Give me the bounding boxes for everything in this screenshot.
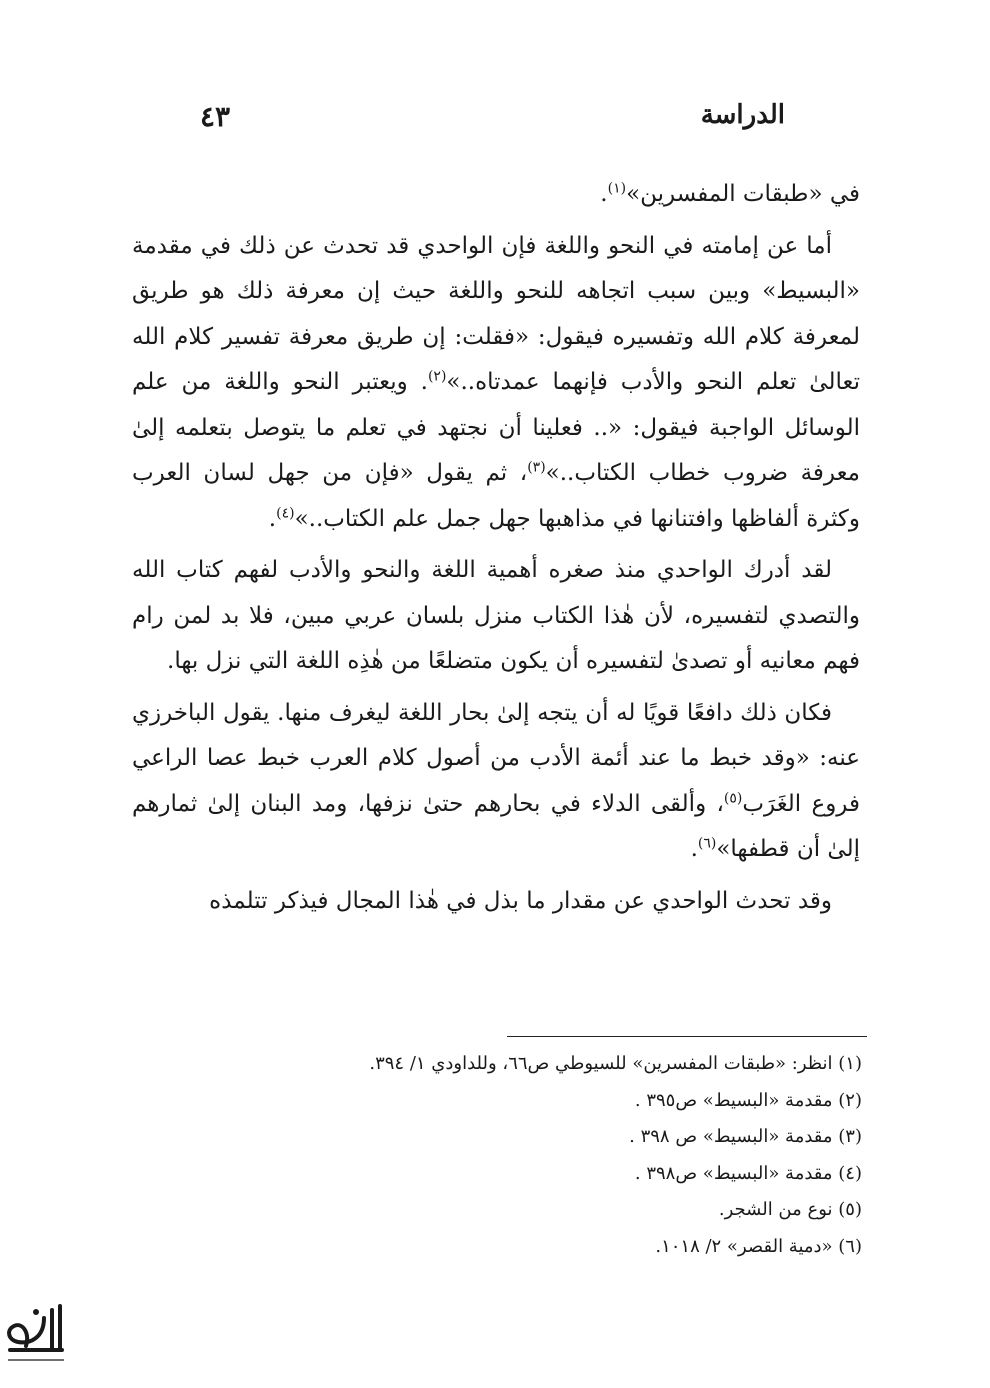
paragraph-text: . ويعتبر النحو واللغة من علم الوسائل الواجبة فيقول: «.. فعلينا أن نجتهد في تعلم ما يتوصل بتعلمه إلىٰ معرفة ضروب خطاب الكتاب..» (132, 369, 860, 486)
paragraph-text: ، ثم يقول «فإن من جهل لسان العرب وكثرة ألفاظها وافتنانها في مذاهبها جهل جمل علم الكتاب..» (132, 460, 860, 532)
footnote-ref: (٦) (697, 835, 717, 852)
footnotes (132, 1046, 862, 1265)
footnote-2: (٢) مقدمة «البسيط» ص٣٩٥ . (634, 1089, 862, 1111)
footnote-divider (507, 1036, 867, 1037)
paragraph-text: . (690, 836, 698, 862)
paragraph-text: . (268, 505, 277, 532)
footnote-3: (٣) مقدمة «البسيط» ص ٣٩٨ . (629, 1126, 862, 1147)
footnote-ref: (٤) (276, 504, 295, 521)
paragraph-text: وقد تحدث الواحدي عن مقدار ما بذل في هٰذا المجال فيذكر تتلمذه (209, 887, 832, 914)
footnote-ref: (١) (607, 180, 627, 197)
footnote-ref: (٥) (723, 789, 743, 806)
paragraph-text: أما عن إمامته في النحو واللغة فإن الواحدي قد تحدث عن ذلك في مقدمة «البسيط» وبين سبب اتجاهه للنحو واللغة حيث إن معرفة ذلك هو طريق لمعرفة كلام الله وتفسيره فيقول: «فقلت: إن طريق معرفة تفسير كلام الله تعالىٰ تعلم النحو والأدب فإنهما عمدتاه..» (132, 232, 860, 395)
paragraph-text: فكان ذلك دافعًا قويًا له أن يتجه إلىٰ بحار اللغة ليغرف منها. يقول الباخرزي عنه: «وقد خبط ما عند أئمة الأدب من أصول كلام العرب خبط عصا الراعي فروع الغَرَب (132, 699, 860, 817)
paragraph-3 (132, 548, 860, 685)
paragraph-4 (132, 691, 860, 873)
body-text (132, 172, 860, 930)
footnote-6: (٦) «دمية القصر» ٢/ ١٠١٨. (655, 1235, 862, 1257)
paragraph-2 (132, 224, 860, 543)
footnote-ref: (٢) (427, 368, 447, 385)
footnote-1: (١) انظر: «طبقات المفسرين» للسيوطي ص٦٦، وللداودي ١/ ٣٩٤. (369, 1053, 862, 1074)
calligraphy-logo-icon (0, 1298, 70, 1376)
page-number: ٤٣ (200, 100, 231, 133)
paragraph-text: . (600, 181, 608, 207)
footnote-ref: (٣) (527, 459, 546, 476)
paragraph-5 (132, 879, 860, 925)
paragraph-1 (132, 172, 860, 218)
running-header-title: الدراسة (700, 100, 785, 130)
footnote-4: (٤) مقدمة «البسيط» ص٣٩٨ . (634, 1162, 862, 1184)
paragraph-text: ، وألقى الدلاء في بحارهم حتىٰ نزفها، ومد البنان إلىٰ ثمارهم إلىٰ أن قطفها» (132, 790, 860, 862)
paragraph-text: لقد أدرك الواحدي منذ صغره أهمية اللغة والنحو والأدب لفهم كتاب الله والتصدي لتفسيره، لأن هٰذا الكتاب منزل بلسان عربي مبين، فلا بد لمن رام فهم معانيه أو تصدىٰ لتفسيره أن يكون متضلعًا من هٰذِه اللغة التي نزل بها. (132, 557, 860, 674)
footnote-5: (٥) نوع من الشجر. (718, 1199, 862, 1220)
paragraph-text: في «طبقات المفسرين» (626, 181, 860, 207)
